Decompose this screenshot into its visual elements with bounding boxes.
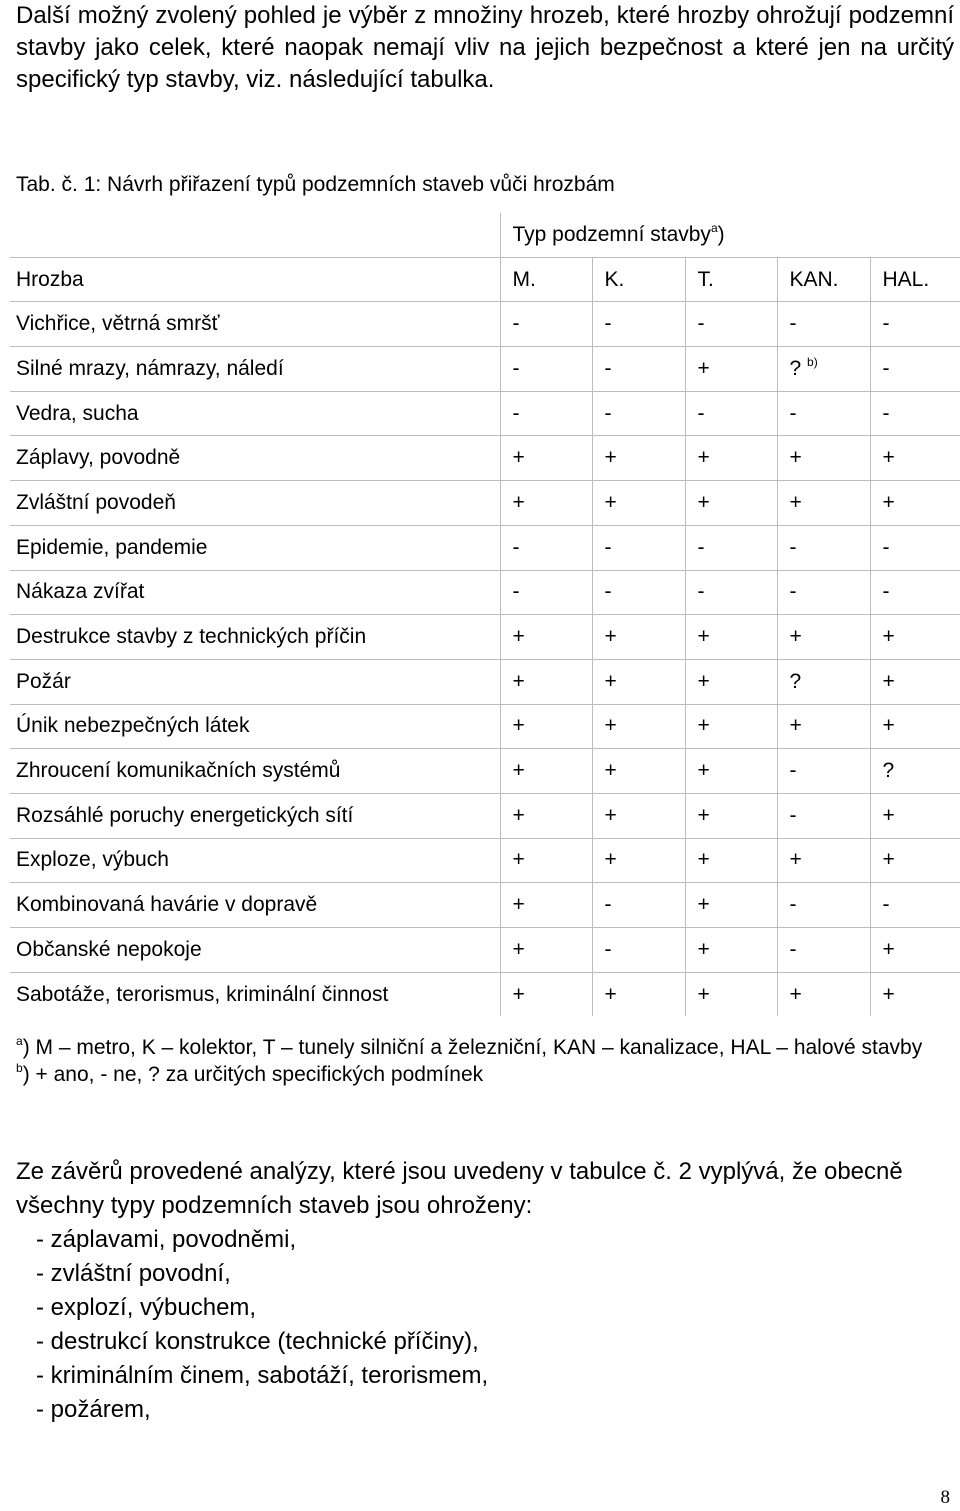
table-header-row-columns (10, 257, 960, 302)
threat-name: Vedra, sucha (10, 391, 500, 436)
cell-value-text: + (789, 714, 802, 738)
cell-value (685, 481, 777, 526)
type-header-close: ) (717, 222, 725, 246)
cell-value (685, 972, 777, 1016)
cell-value-text: + (882, 714, 895, 738)
cell-value-text: + (882, 625, 895, 649)
cell-value (592, 436, 685, 481)
cell-value-text: + (697, 714, 710, 738)
cell-value-text: + (789, 490, 802, 514)
cell-value (500, 391, 592, 436)
cell-value (870, 570, 960, 615)
list-item: - požárem, (36, 1396, 151, 1423)
cell-value (500, 972, 592, 1016)
cell-value-text: + (882, 669, 895, 693)
cell-value-text: + (512, 982, 525, 1006)
cell-value (500, 928, 592, 973)
cell-value (777, 838, 870, 883)
cell-value-text: - (604, 580, 612, 604)
footnote-b (16, 1061, 956, 1088)
cell-value-text: - (512, 312, 520, 336)
footnote-b-sup: b (16, 1061, 23, 1075)
cell-value (592, 525, 685, 570)
cell-value-text: + (512, 625, 525, 649)
cell-value (500, 481, 592, 526)
table-row (10, 391, 960, 436)
table-row (10, 838, 960, 883)
cell-value (777, 928, 870, 973)
cell-value-text: + (604, 669, 617, 693)
cell-value-text: + (697, 669, 710, 693)
cell-value-text: + (882, 937, 895, 961)
cell-value (870, 302, 960, 347)
cell-value-text: + (697, 803, 710, 827)
cell-value-text: - (882, 312, 890, 336)
cell-value-text: + (789, 446, 802, 470)
cell-value-text: + (697, 937, 710, 961)
cell-value (777, 883, 870, 928)
cell-value-text: + (697, 982, 710, 1006)
type-header-sup: a (710, 220, 718, 235)
cell-value (777, 659, 870, 704)
cell-value (685, 704, 777, 749)
cell-value-text: + (789, 982, 802, 1006)
table-row (10, 302, 960, 347)
column-header: HAL. (870, 257, 960, 302)
cell-value-text: + (697, 356, 710, 380)
cell-value (870, 481, 960, 526)
cell-value (870, 972, 960, 1016)
cell-value (870, 749, 960, 794)
cell-value (592, 481, 685, 526)
cell-value (592, 704, 685, 749)
cell-value (500, 436, 592, 481)
threat-name: Vichřice, větrná smršť (10, 302, 500, 347)
type-header-label: Typ podzemní stavby (512, 222, 711, 246)
cell-value (777, 302, 870, 347)
cell-value-text: + (789, 625, 802, 649)
page-number: 8 (940, 1487, 950, 1508)
cell-value (500, 347, 592, 392)
cell-value-text: + (512, 446, 525, 470)
cell-value-text: - (789, 937, 797, 961)
list-item: - destrukcí konstrukce (technické příčiny), (36, 1328, 479, 1355)
cell-value-text: - (697, 401, 705, 425)
cell-value (870, 838, 960, 883)
cell-value-text: + (604, 848, 617, 872)
conclusion-section (16, 1155, 954, 1427)
threat-name: Únik nebezpečných látek (10, 704, 500, 749)
cell-value (592, 570, 685, 615)
footnote-a-sup: a (16, 1034, 23, 1048)
footnote-b-text: ) + ano, - ne, ? za určitých specifických podmínek (22, 1063, 484, 1086)
table-row (10, 570, 960, 615)
cell-value (870, 883, 960, 928)
cell-value-text: + (604, 982, 617, 1006)
cell-value (777, 704, 870, 749)
cell-value (870, 347, 960, 392)
cell-value (592, 883, 685, 928)
cell-value-text: + (512, 893, 525, 917)
cell-value (870, 391, 960, 436)
cell-value-text: - (789, 803, 797, 827)
cell-value (685, 883, 777, 928)
cell-value-text: - (789, 759, 797, 783)
cell-value (592, 391, 685, 436)
column-header: T. (685, 257, 777, 302)
cell-value (685, 793, 777, 838)
cell-value (500, 883, 592, 928)
table-row (10, 615, 960, 660)
column-header: KAN. (777, 257, 870, 302)
cell-value-text: - (697, 312, 705, 336)
cell-value (685, 838, 777, 883)
cell-value (777, 347, 870, 392)
footnote-a-text: ) M – metro, K – kolektor, T – tunely silniční a železniční, KAN – kanalizace, HAL – halové stavby (22, 1036, 923, 1059)
threat-name: Zhroucení komunikačních systémů (10, 749, 500, 794)
cell-value-text: - (604, 312, 612, 336)
conclusion-list (16, 1223, 954, 1427)
cell-value (592, 928, 685, 973)
cell-value (500, 302, 592, 347)
cell-value (685, 928, 777, 973)
cell-value-text: - (882, 356, 890, 380)
cell-value (777, 481, 870, 526)
table-row (10, 793, 960, 838)
conclusion-paragraph: Ze závěrů provedené analýzy, které jsou uvedeny v tabulce č. 2 vyplývá, že obecně všechny typy podzemních staveb jsou ohroženy: (16, 1158, 903, 1219)
list-item: - zvláštní povodní, (36, 1260, 231, 1287)
list-item: - záplavami, povodněmi, (36, 1226, 297, 1253)
cell-value-text: + (697, 446, 710, 470)
cell-value-text: - (604, 535, 612, 559)
cell-value (500, 793, 592, 838)
threat-name: Sabotáže, terorismus, kriminální činnost (10, 972, 500, 1016)
footnote-a (16, 1034, 956, 1061)
cell-value-text: + (882, 446, 895, 470)
cell-value-text: + (697, 848, 710, 872)
cell-value (500, 749, 592, 794)
table-row (10, 883, 960, 928)
cell-value (685, 749, 777, 794)
cell-value-text: + (512, 848, 525, 872)
list-item: - kriminálním činem, sabotáží, terorismem, (36, 1362, 489, 1389)
cell-value-text: - (789, 312, 797, 336)
cell-value-text: + (604, 803, 617, 827)
list-item: - explozí, výbuchem, (36, 1294, 257, 1321)
cell-value (685, 659, 777, 704)
cell-value (870, 704, 960, 749)
cell-value (500, 525, 592, 570)
cell-value (592, 793, 685, 838)
threat-name: Silné mrazy, námrazy, náledí (10, 347, 500, 392)
cell-value-text: - (697, 535, 705, 559)
cell-value-text: + (697, 490, 710, 514)
cell-value (870, 436, 960, 481)
table-row (10, 749, 960, 794)
table-row (10, 347, 960, 392)
threat-table (10, 213, 960, 1016)
cell-value-text: + (789, 848, 802, 872)
cell-value-text: - (512, 535, 520, 559)
cell-value-text: + (604, 714, 617, 738)
table-row (10, 928, 960, 973)
cell-value (777, 391, 870, 436)
table-row (10, 659, 960, 704)
cell-value-text: - (882, 401, 890, 425)
cell-value-text: - (789, 580, 797, 604)
cell-value (500, 615, 592, 660)
cell-value-text: - (789, 401, 797, 425)
cell-value (500, 659, 592, 704)
threat-name: Požár (10, 659, 500, 704)
cell-value-text: - (604, 401, 612, 425)
cell-value (685, 525, 777, 570)
table-row (10, 436, 960, 481)
cell-value-text: + (882, 490, 895, 514)
threat-name: Exploze, výbuch (10, 838, 500, 883)
cell-value (777, 793, 870, 838)
cell-value (500, 838, 592, 883)
threat-name: Občanské nepokoje (10, 928, 500, 973)
table-caption: Tab. č. 1: Návrh přiřazení typů podzemních staveb vůči hrozbám (16, 173, 615, 196)
cell-value (870, 793, 960, 838)
threat-name: Kombinovaná havárie v dopravě (10, 883, 500, 928)
cell-value (685, 302, 777, 347)
cell-value (777, 525, 870, 570)
cell-value-text: - (604, 356, 612, 380)
footnotes (16, 1034, 956, 1088)
cell-value-text: ? (789, 669, 802, 693)
cell-value (870, 525, 960, 570)
cell-value (500, 570, 592, 615)
threat-name: Záplavy, povodně (10, 436, 500, 481)
threat-name: Destrukce stavby z technických příčin (10, 615, 500, 660)
cell-value (592, 972, 685, 1016)
cell-value (777, 749, 870, 794)
cell-value-text: + (882, 848, 895, 872)
cell-value-text: + (697, 625, 710, 649)
cell-value (685, 347, 777, 392)
cell-value-text: + (512, 937, 525, 961)
cell-value-text: - (882, 535, 890, 559)
cell-value-text: + (697, 759, 710, 783)
table-row (10, 481, 960, 526)
cell-value-text: + (882, 803, 895, 827)
cell-value-text: - (604, 937, 612, 961)
cell-value (592, 347, 685, 392)
cell-value (870, 659, 960, 704)
cell-value (777, 436, 870, 481)
cell-value-text: + (604, 759, 617, 783)
cell-value (500, 704, 592, 749)
cell-value-text: + (512, 714, 525, 738)
threat-name: Rozsáhlé poruchy energetických sítí (10, 793, 500, 838)
table-header-row-type (10, 213, 960, 257)
cell-value (592, 615, 685, 660)
cell-value-text: + (512, 490, 525, 514)
table-row (10, 525, 960, 570)
threat-name: Nákaza zvířat (10, 570, 500, 615)
cell-value (685, 615, 777, 660)
cell-value-text: + (512, 803, 525, 827)
cell-value-text: - (789, 535, 797, 559)
cell-value-text: - (512, 401, 520, 425)
cell-value (870, 615, 960, 660)
cell-value-text: + (512, 669, 525, 693)
cell-value (592, 838, 685, 883)
intro-paragraph: Další možný zvolený pohled je výběr z množiny hrozeb, které hrozby ohrožují podzemní stavby jako celek, které naopak nemají vliv na jejich bezpečnost a které jen na určitý specifický typ stavby, viz. následující tabulka. (16, 2, 954, 93)
cell-value-text: + (697, 893, 710, 917)
threat-name: Epidemie, pandemie (10, 525, 500, 570)
table-header-empty (10, 213, 500, 257)
cell-value-text: - (789, 893, 797, 917)
threat-header: Hrozba (10, 257, 500, 302)
threat-name: Zvláštní povodeň (10, 481, 500, 526)
cell-value-text: + (604, 490, 617, 514)
cell-value (685, 436, 777, 481)
cell-value (777, 570, 870, 615)
column-header: M. (500, 257, 592, 302)
cell-value-text: - (882, 580, 890, 604)
type-header (500, 213, 960, 257)
cell-footnote-sup: b) (807, 354, 818, 369)
cell-value (777, 615, 870, 660)
cell-value-text: ? (882, 759, 895, 783)
cell-value-text: ? (789, 356, 802, 380)
cell-value (685, 391, 777, 436)
cell-value (592, 302, 685, 347)
cell-value (777, 972, 870, 1016)
cell-value-text: + (512, 759, 525, 783)
cell-value-text: - (512, 356, 520, 380)
cell-value (685, 570, 777, 615)
cell-value-text: - (882, 893, 890, 917)
column-header: K. (592, 257, 685, 302)
cell-value-text: - (512, 580, 520, 604)
cell-value-text: + (604, 625, 617, 649)
cell-value-text: - (697, 580, 705, 604)
cell-value (870, 928, 960, 973)
table-row (10, 972, 960, 1016)
table-row (10, 704, 960, 749)
cell-value (592, 659, 685, 704)
cell-value-text: + (882, 982, 895, 1006)
cell-value-text: + (604, 446, 617, 470)
cell-value-text: - (604, 893, 612, 917)
cell-value (592, 749, 685, 794)
